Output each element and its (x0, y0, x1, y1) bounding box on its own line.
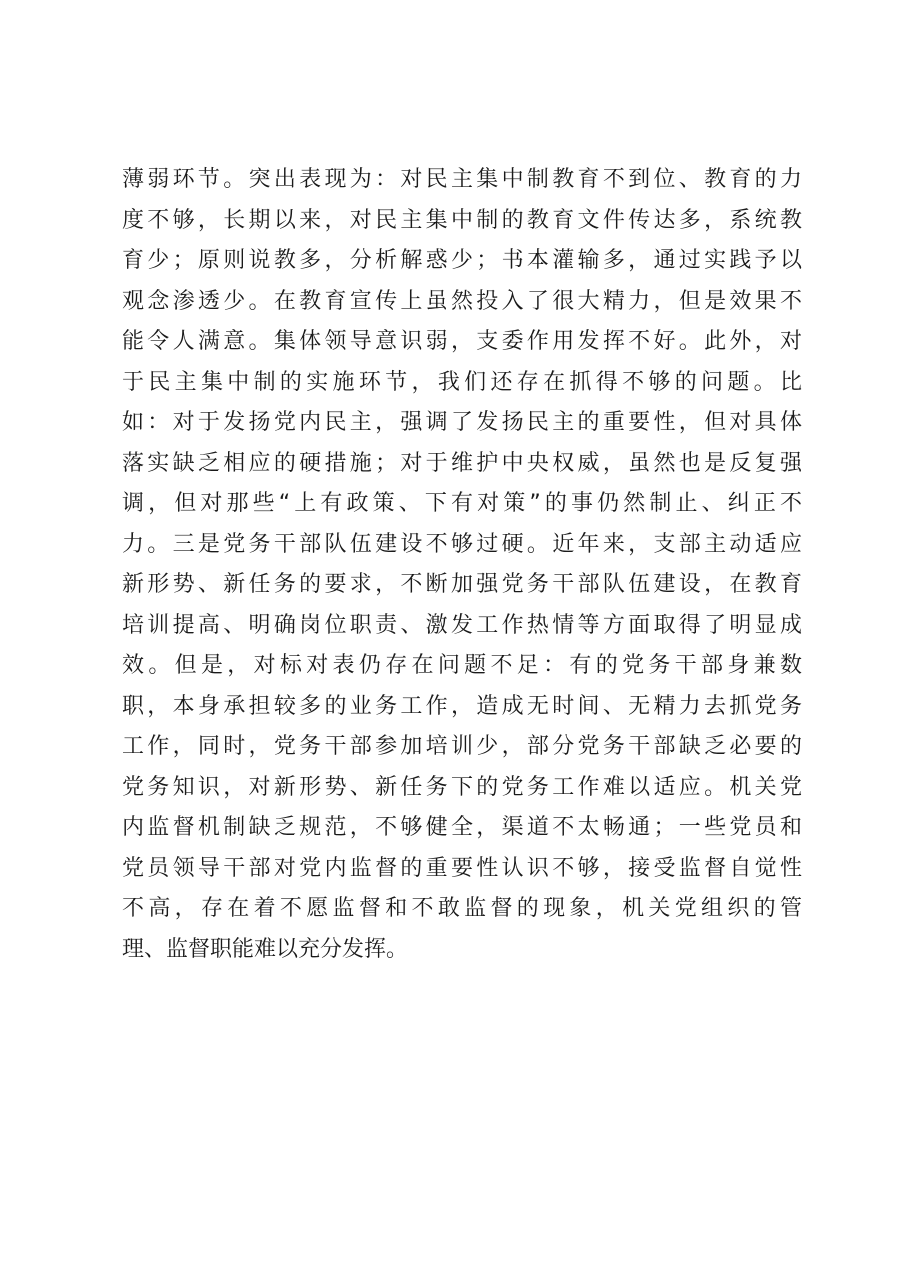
paragraph-line-2: 度不够，长期以来，对民主集中制的教育文件传达多，系统教 (122, 207, 802, 233)
paragraph-line-11: 新形势、新任务的要求，不断加强党务干部队伍建设，在教育 (122, 572, 802, 597)
body-paragraph (122, 160, 802, 970)
paragraph-line-1: 薄弱环节。突出表现为：对民主集中制教育不到位、教育的力 (122, 167, 802, 192)
paragraph-line-4: 观念渗透少。在教育宣传上虽然投入了很大精力，但是效果不 (122, 288, 802, 314)
paragraph-line-6: 于民主集中制的实施环节，我们还存在抓得不够的问题。比 (122, 369, 802, 395)
paragraph-line-5: 能令人满意。集体领导意识弱，支委作用发挥不好。此外，对 (122, 329, 802, 354)
paragraph-line-15: 工作，同时，党务干部参加培训少，部分党务干部缺乏必要的 (122, 734, 802, 759)
paragraph-line-14: 职，本身承担较多的业务工作，造成无时间、无精力去抓党务 (122, 693, 802, 719)
paragraph-line-10: 力。三是党务干部队伍建设不够过硬。近年来，支部主动适应 (122, 531, 802, 557)
paragraph-line-18: 党员领导干部对党内监督的重要性认识不够，接受监督自觉性 (122, 855, 802, 881)
paragraph-line-12: 培训提高、明确岗位职责、激发工作热情等方面取得了明显成 (122, 612, 802, 638)
paragraph-line-19: 不高，存在着不愿监督和不敢监督的现象，机关党组织的管 (122, 896, 802, 921)
paragraph-line-20: 理、监督职能难以充分发挥。 (122, 936, 409, 962)
paragraph-line-9: 调，但对那些“上有政策、下有对策”的事仍然制止、纠正不 (122, 491, 802, 516)
paragraph-line-8: 落实缺乏相应的硬措施；对于维护中央权威，虽然也是反复强 (122, 450, 802, 476)
paragraph-line-16: 党务知识，对新形势、新任务下的党务工作难以适应。机关党 (122, 774, 802, 800)
paragraph-line-3: 育少；原则说教多，分析解惑少；书本灌输多，通过实践予以 (122, 248, 802, 273)
paragraph-line-17: 内监督机制缺乏规范，不够健全，渠道不太畅通；一些党员和 (122, 815, 802, 840)
paragraph-line-13: 效。但是，对标对表仍存在问题不足：有的党务干部身兼数 (122, 653, 802, 678)
paragraph-line-7: 如：对于发扬党内民主，强调了发扬民主的重要性，但对具体 (122, 410, 802, 435)
